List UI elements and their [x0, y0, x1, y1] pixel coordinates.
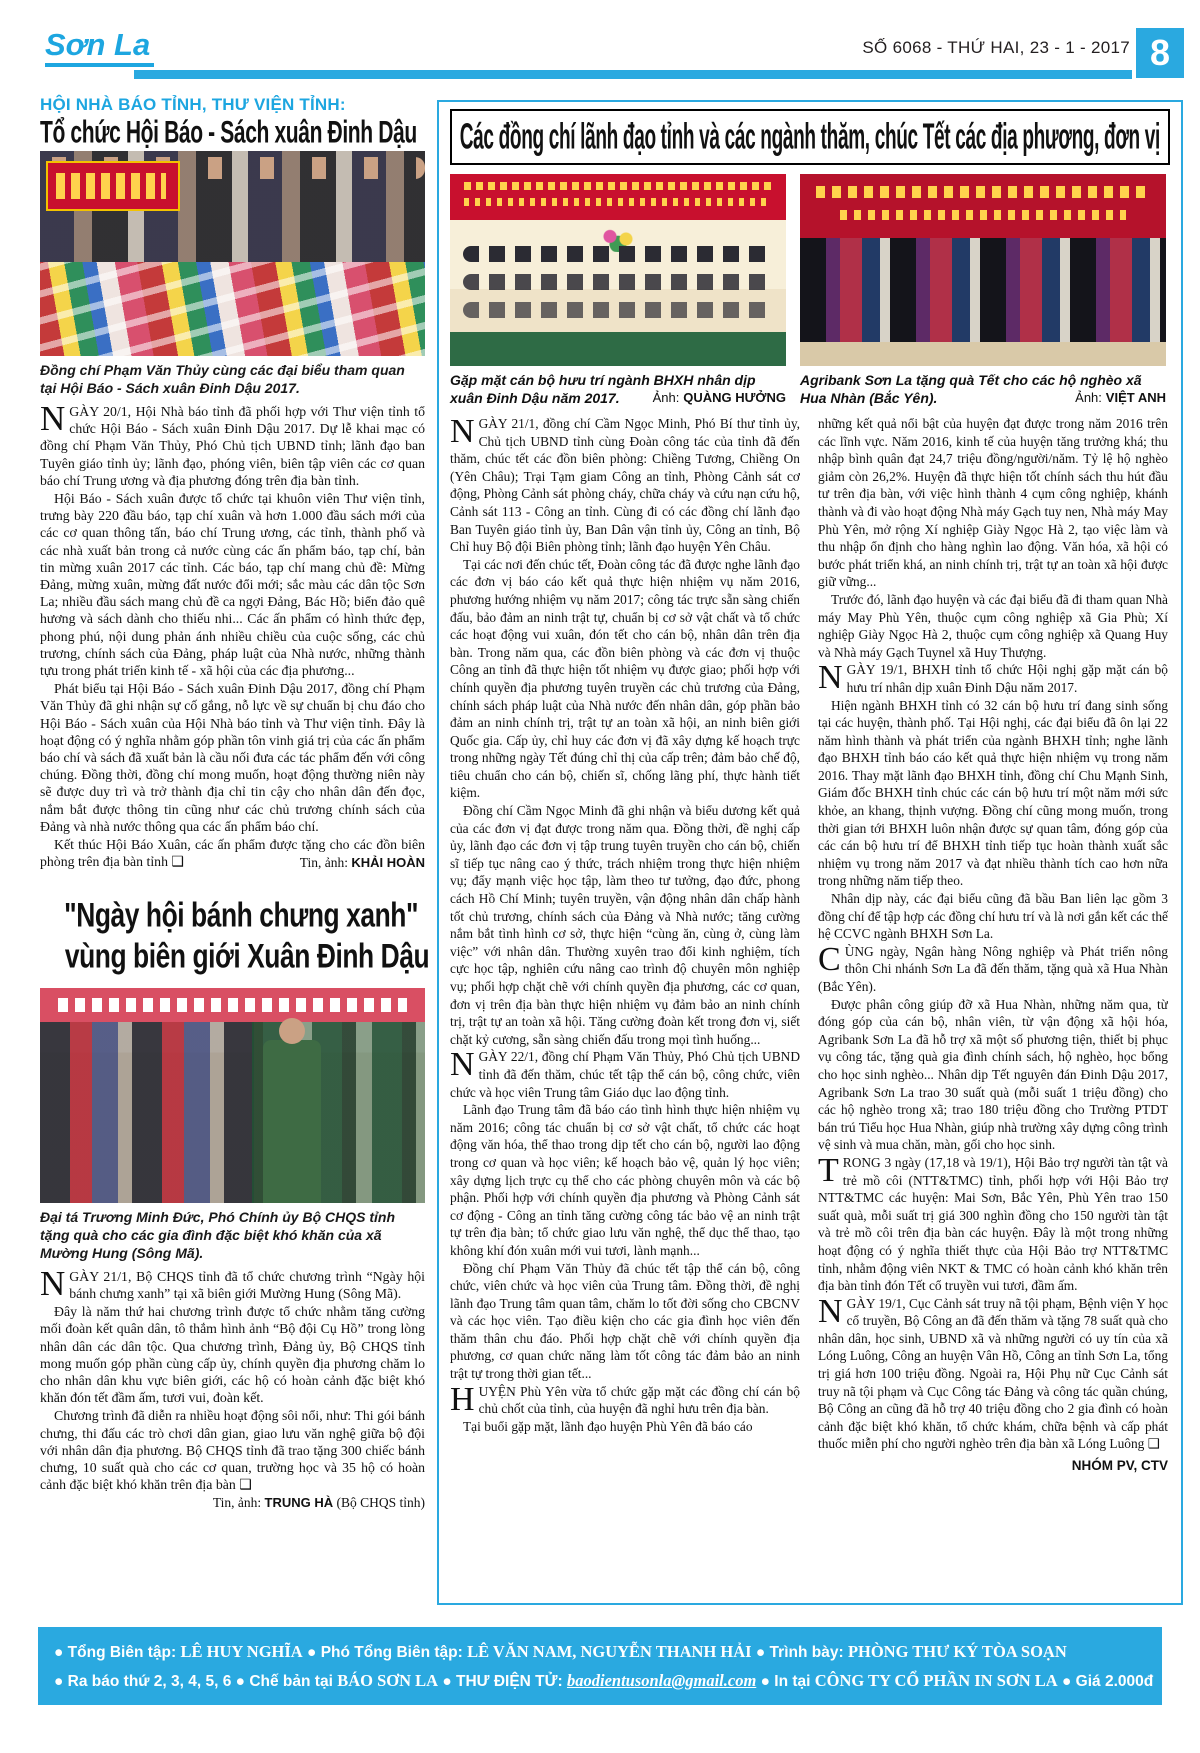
dropcap: N	[450, 1046, 475, 1084]
imprint-label: ● In tại	[756, 1673, 815, 1690]
photo-audience-row	[463, 246, 772, 262]
email-address: baodientusonla@gmail.com	[566, 1671, 757, 1690]
printer-name: CÔNG TY CỔ PHẦN IN SƠN LA	[814, 1671, 1058, 1690]
paragraph: Đồng chí Phạm Văn Thủy đã chúc tết tập thể cán bộ, công chức, viên chức và học viên của Trung tâm. Đồng thời, đề nghị lãnh đạo Trung tâm quan tâm, chăm lo tốt đời sống cho CBCNV và các học viên. Tạo điều kiện cho các gia đình học viên đến thăm thân chu đáo. Phối hợp chặt chẽ với chính quyền địa phương, cơ quan chức năng làm tốt công tác đảm bảo an ninh trật tự trong thời gian tết...	[450, 1260, 800, 1382]
main-headline-text: Các đồng chí lãnh đạo tỉnh và các ngành thăm, chúc Tết các địa phương, đơn vị	[459, 116, 1161, 157]
paragraph: Hội Báo - Sách xuân được tổ chức tại khuôn viên Thư viện tỉnh, trưng bày 220 đầu báo, tạp chí xuân và hơn 1.000 đầu sách mới của các cơ quan thông tấn, báo chí Trung ương, các tỉnh, thành phố và các nhà xuất bản trong cả nước cùng các ấn phẩm báo, tạp chí, bản tin mừng xuân 2017 các tỉnh. Các báo, tạp chí mang chủ đề: Mừng Đảng, mừng xuân, mừng đất nước đổi mới; sắc màu các dân tộc Sơn La; nhiều đầu sách mang chủ đề ca ngợi Đảng, Bác Hồ; biển đảo quê hương và sách dành cho thiếu nhi... Các ấn phẩm có hình thức đẹp, phong phú, nội dung phản ánh nhiều chiều của cuộc sống, các chủ trương, chính sách của Đảng, pháp luật của Nhà nước, những thành tựu trong phát triển kinh tế - xã hội của các địa phương...	[40, 491, 425, 679]
paragraph-text: GÀY 21/1, đồng chí Cầm Ngọc Minh, Phó Bí thư tỉnh ủy, Chủ tịch UBND tỉnh cùng Đoàn công tác của tỉnh đã đến thăm, chúc tết các đồn biên phòng: Chiềng Tương, Chiềng On (Yên Châu); Trại Tạm giam Công an tỉnh, Phòng Cảnh sát cơ động, Phòng Cảnh sát phòng cháy, chữa cháy và cứu nạn cứu hộ, Cảnh sát 113 - Công an tỉnh. Cùng đi có các đồng chí lãnh đạo Ban Tuyên giáo tỉnh ủy, Ban Dân vận tỉnh ủy, Công an tỉnh, Bộ Chỉ huy Bộ đội Biên phòng tỉnh; lãnh đạo huyện Yên Châu.	[450, 416, 800, 555]
credit-name: KHẢI HOÀN	[351, 855, 425, 871]
photo-audience-row	[463, 274, 772, 290]
article2-title-line1: "Ngày hội bánh chưng xanh"	[64, 896, 419, 935]
banner-text-shapes	[816, 186, 1150, 198]
imprint-line-2	[54, 1667, 1154, 1696]
paragraph-text: RONG 3 ngày (17,18 và 19/1), Hội Bảo trợ người tàn tật và trẻ mồ côi (NTT&TMC) tỉnh, phối hợp với Hội Bảo trợ NTT&TMC các huyện: Mai Sơn, Bắc Yên, Phù Yên trao 150 suất quà, mỗi suất trị giá 300 nghìn đồng cho 150 người tàn tật và trẻ mồ côi trên địa bàn các huyện. Đây là một trong những hoạt động có ý nghĩa thiết thực của Hội Bảo trợ NTT&TMC tỉnh, nhằm động viên NKT & TMC có hoàn cảnh khó khăn trên địa bàn tỉnh đón Tết cổ truyền vui tươi, đầm ấm.	[818, 1154, 1168, 1294]
paragraph-text: UYỆN Phù Yên vừa tổ chức gặp mặt các đồng chí cán bộ chủ chốt của tỉnh, của huyện đã nghỉ hưu trên địa bàn.	[478, 1383, 800, 1417]
article2-photo-caption: Đại tá Trương Minh Đức, Phó Chính ủy Bộ CHQS tỉnh tặng quà cho các gia đình đặc biệt khó khăn của xã Mường Hung (Sông Mã).	[40, 1208, 396, 1261]
article1-kicker: HỘI NHÀ BÁO TỈNH, THƯ VIỆN TỈNH:	[40, 95, 346, 114]
imprint-label: ● Phó Tổng Biên tập:	[302, 1644, 468, 1661]
paragraph	[450, 1048, 800, 1101]
main-text-columns	[450, 415, 1170, 1563]
issue-date: SỐ 6068 - THỨ HAI, 23 - 1 - 2017	[862, 38, 1130, 57]
price-label: ● Giá 2.000đ	[1057, 1673, 1154, 1690]
photo-red-banner	[450, 174, 786, 220]
main-article-box	[437, 100, 1183, 1605]
photo-people-shapes	[800, 238, 1166, 342]
imprint-label: ● Tổng Biên tập:	[54, 1644, 181, 1661]
photo1-credit	[653, 388, 786, 407]
article2-body	[40, 1263, 425, 1512]
photo-table	[450, 332, 786, 366]
photo2-credit	[1075, 388, 1166, 407]
imprint-footer	[38, 1627, 1162, 1705]
photo-banh-chung-xanh	[40, 988, 425, 1203]
paragraph	[40, 399, 425, 489]
masthead-bar	[134, 70, 1132, 79]
paragraph: Đây là năm thứ hai chương trình được tổ chức nhằm tăng cường mối đoàn kết quân dân, tô thắm hình ảnh “Bộ đội Cụ Hồ” trong lòng nhân dân các dân tộc. Qua chương trình, Đảng ủy, Bộ CHQS tỉnh mong muốn góp phần cùng cấp ủy, chính quyền địa phương chăm lo cho nhân dân khu vực biên giới, các hộ có hoàn cảnh đặc biệt khó khăn đón tết đầm ấm, tươi vui, đoàn kết.	[40, 1304, 425, 1406]
paragraph	[818, 661, 1168, 696]
paragraph-text: GÀY 20/1, Hội Nhà báo tỉnh đã phối hợp với Thư viện tỉnh tổ chức Hội Báo - Sách xuân Đinh Dậu 2017. Dự lễ khai mạc có đồng chí Phạm Văn Thủy, Phó Chủ tịch UBND tỉnh; lãnh đạo ban Tuyên giáo tỉnh ủy; lãnh đạo, phóng viên, biên tập viên các cơ quan báo chí Trung ương và địa phương đóng trên địa bàn tỉnh.	[40, 404, 425, 488]
credit-label: Tin, ảnh:	[299, 855, 348, 871]
article2-credit	[40, 1494, 425, 1511]
paragraph: Lãnh đạo Trung tâm đã báo cáo tình hình thực hiện nhiệm vụ năm 2016; công tác chuẩn bị cơ sở vật chất, tổ chức các hoạt động văn hóa, thể thao trong dịp tết cho cán bộ, người lao động trong cơ quan và học viên; kế hoạch bảo vệ, quản lý học viên; xây dựng lịch trực cụ thể cho các phòng chuyên môn và các bộ phận. Phối hợp với chính quyền địa phương và Phòng Cảnh sát cơ động - Công an tỉnh tăng cường công tác bảo vệ an ninh trật tự trên địa bàn; tổ chức giao lưu văn nghệ, thể dục thể thao, tạo không khí đón xuân mới vui tươi, lành mạnh...	[450, 1102, 800, 1258]
banner-text-shapes	[840, 210, 1126, 220]
photo-bhxh-meeting	[450, 174, 786, 366]
dropcap: N	[40, 399, 66, 438]
paragraph-text: GÀY 19/1, BHXH tỉnh tổ chức Hội nghị gặp mặt cán bộ hưu trí nhân dịp xuân Đinh Dậu năm 2017.	[846, 662, 1168, 695]
main-caption-row	[450, 371, 1170, 407]
paragraph: Trước đó, lãnh đạo huyện và các đại biểu đã đi tham quan Nhà máy May Phù Yên, thuộc cụm công nghiệp xã Gia Phù; Xí nghiệp Giày Ngọc Hà 2, thuộc cụm công nghiệp xã Quang Huy và Nhà máy Gạch Tuynel xã Huy Thượng.	[818, 591, 1168, 660]
deputy-editors-names: LÊ VĂN NAM, NGUYỄN THANH HẢI	[467, 1642, 752, 1661]
paragraph	[40, 1263, 425, 1303]
credit-name: VIỆT ANH	[1105, 390, 1166, 405]
photo-hoi-bao-sach-xuan	[40, 151, 425, 356]
photo2-caption	[800, 371, 1166, 407]
paragraph: Đồng chí Cầm Ngọc Minh đã ghi nhận và biểu dương kết quả của các đơn vị đạt được trong năm qua. Đồng thời, đề nghị cấp ủy, lãnh đạo các đơn vị tập trung tuyên truyền cho cán bộ, chiến sĩ tiếp tục nâng cao ý thức, trách nhiệm trong thực hiện nhiệm vụ; đẩy mạnh việc học tập, làm theo tư tưởng, đạo đức, phong cách Hồ Chí Minh; tuyên truyền, vận động nhân dân chấp hành tốt chủ trương, chính sách của Đảng và Nhà nước; tăng cường nắm bắt tình hình cơ sở, thực hiện “cùng ăn, cùng ở, cùng làm việc” với nhân dân. Thường xuyên trao đổi kinh nghiệm, tích cực học tập, nghiên cứu nâng cao trình độ chuyên môn nghiệp vụ; phối hợp chặt chẽ với chính quyền địa phương, các cơ quan, đơn vị trên địa bàn thực hiện nhiệm vụ đảm bảo an ninh chính trị, trật tự an toàn xã hội. Tăng cường đoàn kết trong đơn vị, siết chặt kỷ cương, sẵn sàng chiến đấu trong mọi tình huống...	[450, 803, 800, 1047]
imprint-label: ● Trình bày:	[751, 1644, 848, 1661]
photo-agribank-gifts	[800, 174, 1166, 366]
caption-text: Agribank Sơn La tặng quà Tết cho các hộ nghèo xã Hua Nhàn (Bắc Yên).	[800, 372, 1142, 406]
imprint-label: ● Ra báo thứ 2, 3, 4, 5, 6 ● Chế bản tại	[54, 1673, 338, 1690]
dropcap: N	[40, 1263, 66, 1303]
banner-text-shapes	[464, 198, 772, 206]
article1-title-text: Tổ chức Hội Báo - Sách xuân Đinh Dậu	[40, 114, 417, 150]
credit-suffix: (Bộ CHQS tỉnh)	[333, 1495, 425, 1511]
layout-dept-name: PHÒNG THƯ KÝ TÒA SOẠN	[847, 1642, 1067, 1661]
banner-text-shapes	[56, 173, 166, 199]
credit-label: Ảnh:	[652, 390, 680, 405]
paragraph-text: GÀY 19/1, Cục Cảnh sát truy nã tội phạm, Bệnh viện Y học cổ truyền, Bộ Công an đã đến thăm và tặng 78 suất quà cho nhân dân, học sinh, UBND xã và những người có uy tín của xã Lóng Luông, Công an huyện Vân Hồ, Công an tỉnh Sơn La, tổng trị giá hơn 100 triệu đồng. Ngoài ra, Hội Phụ nữ Cục Cảnh sát truy nã tội phạm và Cục Công tác Đảng và công tác quần chúng, Bộ Công an cũng đã hỗ trợ 40 triệu đồng cho 2 gia đình có hoàn cảnh đặc biệt khó khăn, tổ chức khám, chữa bệnh và cấp phát thuốc miễn phí cho người nghèo trên địa bàn xã Lóng Luông ❑	[818, 1295, 1168, 1452]
main-column-1	[450, 415, 800, 1563]
dropcap: N	[450, 415, 475, 450]
photo-red-banner	[46, 161, 180, 211]
paragraph: Kết thúc Hội Báo Xuân, các ấn phẩm được tặng cho các đồn biên phòng trên địa bàn tỉnh ❑	[40, 837, 425, 870]
paragraph: Tại buổi gặp mặt, lãnh đạo huyện Phù Yên đã báo cáo	[463, 1418, 753, 1434]
masthead-logo: Sơn La	[45, 28, 154, 67]
photo1-caption	[450, 371, 786, 407]
paragraph	[818, 940, 1168, 996]
paragraph: Hiện ngành BHXH tỉnh có 32 cán bộ hưu trí đang sinh sống tại các huyện, thành phố. Tại Hội nghị, các đại biểu đã ôn lại 22 năm hình thành và phát triển của ngành BHXH tỉnh; nghe lãnh đạo BHXH tỉnh báo cáo kết quả thực hiện nhiệm vụ trong năm 2016. Thay mặt lãnh đạo BHXH tỉnh, đồng chí Chu Mạnh Sinh, Giám đốc BHXH tỉnh chúc các cán bộ hưu trí một năm mới sức khỏe, an khang, thịnh vượng. Đồng chí cũng mong muốn, trong thời gian tới BHXH luôn nhận được sự quan tâm, đóng góp của các cán bộ hưu trí để BHXH tỉnh tiếp tục hoàn thành xuất sắc nhiệm vụ trong năm 2017 và đạt nhiều thành tích cao hơn nữa trong những năm tiếp theo.	[818, 697, 1168, 889]
main-column-2	[818, 415, 1168, 1563]
paragraph	[450, 1380, 800, 1418]
dropcap: N	[818, 659, 843, 697]
editor-in-chief-name: LÊ HUY NGHĨA	[180, 1642, 303, 1661]
caption-text: Gặp mặt cán bộ hưu trí ngành BHXH nhân dịp xuân Đinh Dậu năm 2017.	[450, 372, 756, 406]
article1-body	[40, 399, 425, 872]
dropcap: C	[818, 940, 841, 978]
prepress-name: BÁO SƠN LA	[337, 1671, 439, 1690]
paragraph	[818, 1151, 1168, 1295]
photo-audience-row	[463, 302, 772, 318]
paragraph: Tại các nơi đến chúc tết, Đoàn công tác đã được nghe lãnh đạo các đơn vị báo cáo kết quả thực hiện nhiệm vụ năm 2016, phương hướng nhiệm vụ năm 2017; công tác trực sẵn sàng chiến đấu, bảo đảm an ninh trật tự, chuẩn bị cơ sở vật chất và tổ chức các hoạt động vui xuân, đón tết cho cán bộ, nhân dân trên địa bàn. Trong năm qua, các đồn biên phòng và các đơn vị thuộc Công an tỉnh đã thực hiện tốt nhiệm vụ được giao; phối hợp với chính quyền địa phương tuyên truyền các chủ trương của Đảng, chính sách pháp luật của Nhà nước đến nhân dân, góp phần bảo đảm an ninh chính trị, trật tự an toàn xã hội, an ninh biên giới Quốc gia. Cấp ủy, chỉ huy các đơn vị đã xây dựng kế hoạch trực trong những ngày Tết đúng chỉ thị của cấp trên; đảm bảo chế độ, tiêu chuẩn cho cán bộ, chiến sĩ, chống lãng phí, thực hành tiết kiệm.	[450, 556, 800, 801]
main-byline: NHÓM PV, CTV	[1071, 1458, 1168, 1474]
left-column	[40, 95, 430, 1512]
credit-name: QUÀNG HƯỞNG	[683, 390, 786, 405]
dropcap: N	[818, 1292, 843, 1330]
article1-title	[40, 114, 425, 151]
page-number: 8	[1136, 28, 1184, 78]
paragraph: những kết quả nổi bật của huyện đạt được trong năm 2016 trên các lĩnh vực. Năm 2016, kinh tế của huyện tăng trưởng khá; thu nhập bình quân đạt 24,7 triệu đồng/người/năm. Tỷ lệ hộ nghèo giảm còn 26,2%. Huyện đã thực hiện tốt chính sách thu hút đầu tư trên địa bàn, với việc hình thành 4 cụm công nghiệp, khánh thành và đi vào hoạt động Nhà máy Gạch tuy nen, Nhà máy May Phù Yên, mở rộng Xí nghiệp Giày Ngọc Hà 2, tạo việc làm và thu nhập ổn định cho hàng nghìn lao động. Văn hóa, xã hội có bước phát triển khá, an ninh chính trị, trật tự an toàn xã hội được giữ vững...	[818, 416, 1168, 590]
credit-label: Tin, ảnh:	[212, 1495, 262, 1511]
photo-red-banner	[40, 988, 425, 1022]
article2-title	[40, 896, 430, 980]
main-headline-box	[450, 109, 1170, 165]
paragraph	[818, 1292, 1168, 1453]
paragraph-text: ÙNG ngày, Ngân hàng Nông nghiệp và Phát triển nông thôn Chi nhánh Sơn La đã đến thăm, tặng quà xã Hua Nhàn (Bắc Yên).	[818, 943, 1168, 994]
imprint-line-1	[54, 1638, 1146, 1667]
paragraph	[450, 415, 800, 556]
main-photo-row	[450, 174, 1170, 366]
paragraph: Được phân công giúp đỡ xã Hua Nhàn, những năm qua, từ đóng góp của cán bộ, nhân viên, từ vận động xã hội hóa, Agribank Sơn La đã hỗ trợ xã một số phương tiện, thiết bị phục vụ công tác, tặng quà gia đình chính sách, hộ nghèo, học bổng cho học sinh nghèo... Nhân dịp Tết nguyên đán Đinh Dậu 2017, Agribank Sơn La trao 30 suất quà (mỗi suất 1 triệu đồng) cho các hộ nghèo trong xã; trao 180 triệu đồng cho Trường PTDT bán trú Tiểu học Hua Nhàn, giúp nhà trường xây dựng công trình vệ sinh và mua chăn, màn, gối cho học sinh.	[818, 996, 1168, 1153]
article1-photo-caption: Đồng chí Phạm Văn Thủy cùng các đại biểu tham quan tại Hội Báo - Sách xuân Đinh Dậu 2017.	[40, 362, 405, 396]
credit-label: Ảnh:	[1075, 390, 1102, 405]
paragraph: Chương trình đã diễn ra nhiều hoạt động sôi nổi, như: Thi gói bánh chưng, thi đấu các trò chơi dân gian, giao lưu văn nghệ giữa bộ đội với nhân dân địa phương. Bộ CHQS tỉnh đã trao tặng 300 chiếc bánh chưng, 10 suất quà cho các cơ quan, trường học và 35 hộ có hoàn cảnh đặc biệt khó khăn trên địa bàn ❑	[40, 1408, 425, 1493]
photo-officer-figure	[263, 1040, 321, 1203]
paragraph: Phát biểu tại Hội Báo - Sách xuân Đinh Dậu 2017, đồng chí Phạm Văn Thủy đã ghi nhận sự cố gắng, nỗ lực về sự chuẩn bị chu đáo cho Hội Báo - Sách xuân của Hội Nhà báo tỉnh và Thư viện tỉnh. Đây là hoạt động có ý nghĩa nhằm góp phần tôn vinh giá trị của các ấn phẩm báo chí và sách đã xuất bản là cầu nối đưa các tác phẩm đến với công chúng. Đồng thời, đồng chí mong muốn, hoạt động thường niên này sẽ được duy trì và trở thành địa chỉ tin cậy cho nhân dân đến đọc, nắm bắt được thông tin cũng như các chủ trương chính sách của Đảng và nhà nước thông qua các ấn phẩm báo chí.	[40, 681, 425, 834]
photo-sheen	[40, 262, 425, 356]
article2-title-line2: vùng biên giới Xuân Đinh Dậu	[64, 937, 430, 976]
banner-text-shapes	[58, 998, 407, 1012]
paragraph: Nhân dịp này, các đại biểu cũng đã bầu Ban liên lạc gồm 3 đồng chí để tập hợp các đồng chí hưu trí và là nơi gắn kết các thế hệ CCVC ngành BHXH Sơn La.	[818, 891, 1168, 942]
paragraph-text: GÀY 21/1, Bộ CHQS tỉnh đã tổ chức chương trình “Ngày hội bánh chưng xanh” tại xã biên giới Mường Hung (Sông Mã).	[69, 1268, 425, 1301]
photo-crowd-shapes	[40, 1022, 263, 1203]
credit-name: TRUNG HÀ	[264, 1495, 334, 1511]
imprint-label: ● THƯ ĐIỆN TỬ:	[438, 1673, 567, 1690]
dropcap: T	[818, 1151, 839, 1189]
banner-text-shapes	[464, 182, 772, 190]
dropcap: H	[450, 1380, 475, 1418]
paragraph-text: GÀY 22/1, đồng chí Phạm Văn Thủy, Phó Chủ tịch UBND tỉnh đã đến thăm, chúc tết tập thể cán bộ, công chức, viên chức và học viên Trung tâm Giáo dục lao động tỉnh.	[450, 1049, 800, 1100]
